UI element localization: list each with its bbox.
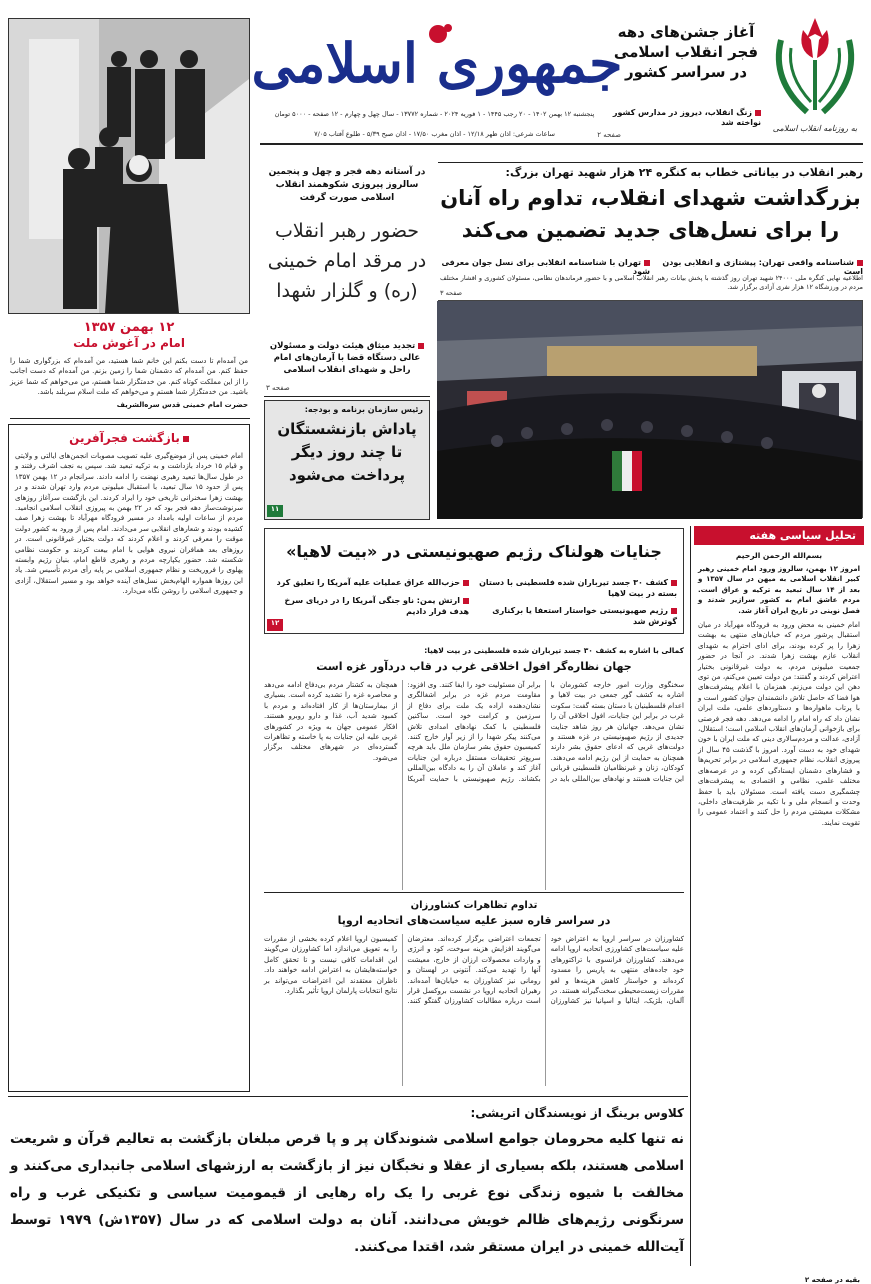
west-body: سخنگوی وزارت امور خارجه کشورمان با اشاره به کشف گور جمعی در بیت لاهیا و اعدام فلسطینیان با دستان بسته گفت: سکوت غرب در برابر این جنایات، افول اخلاقی آن را نشان می‌دهد. جهانیان هر روز شاهد جنایت جدیدی از رژیم صهیونیستی در غزه هستند و دولت‌های غربی که ادعای حقوق بشر دارند همچنان به حمایت از این رژیم ادامه می‌دهند. کودکان، زنان و غیرنظامیان فلسطینی قربانی این جنایات هستند و نهادهای بین‌المللی باید در برابر آن مسئولیت خود را ایفا کنند. وی افزود: مقاومت مردم غزه در برابر اشغالگری نشان‌دهنده اراده یک ملت برای دفاع از سرزمین و کرامت خود است. ساکنین فلسطینی با کمک نهادهای امدادی تلاش می‌کنند پیکر شهدا را از زیر آوار خارج کنند. کمیسیون حقوق بشر سازمان ملل باید هرچه سریع‌تر تحقیقات مستقل درباره این جنایات آغاز کند و عاملان آن را به دادگاه بین‌المللی بکشاند. رژیم صهیونیستی با حمایت آمریکا همچنان به کشتار مردم بی‌دفاع ادامه می‌دهد و محاصره غزه را تشدید کرده است. بسیاری از بیمارستان‌ها از کار افتاده‌اند و مردم با کمبود شدید آب، غذا و دارو روبرو هستند. افکار عمومی جهان به ویژه در کشورهای غربی علیه این جنایات به پا خاسته و تظاهرات گسترده‌ای در شهرهای مختلف برگزار می‌شود. [264,681,684,783]
logo-caption: به روزنامه انقلاب اسلامی [772,124,858,133]
photo-caption-title: ۱۲ بهمن ۱۳۵۷ [83,320,175,335]
bullet-icon [418,343,424,349]
fajr-subline: زنگ انقلاب، دیروز در مدارس کشور نواخته شد [612,108,761,127]
mid-divider [264,396,430,397]
return-section-body: امام خمینی پس از موضع‌گیری علیه تصویب مصوبات انجمن‌های ایالتی و ولایتی و قیام ۱۵ خرداد بازداشت و به ترکیه تبعید شد. سپس به نجف اشرف رفتند و در طول سال‌ها تبعید رهبری نهضت را ادامه دادند. سرانجام در ۱۲ بهمن ۱۳۵۷ پس از حدود ۱۵ سال تبعید، با استقبال میلیونی مردم وارد تهران شدند و در بهشت زهرا سخنرانی تاریخی خود را ایراد کردند. این بازگشت سرآغاز روزهای سرنوشت‌ساز دهه فجر بود که در ۲۲ بهمن به پیروزی انقلاب اسلامی انجامید. مردم از ساعات اولیه بامداد در مسیر فرودگاه مهرآباد تا بهشت زهرا صف کشیده بودند و شعارهای انقلابی سر می‌دادند. امام پس از ورود به کشور دولت موقت را معرفی کردند و اعلام کردند که دولت بختیار غیرقانونی است. در روزهای بعد همافران نیروی هوایی با امام بیعت کردند و حکومت نظامی شکسته شد. حضور یکپارچه مردم و رهبری قاطع امام، بنیان رژیم وابسته پهلوی را فروریخت و نظام جمهوری اسلامی بر پایه رأی مردم تأسیس شد. یاد این روزها همواره الهام‌بخش نسل‌های آینده خواهد بود و مسیر استقلال، آزادی و جمهوری اسلامی را روشن نگاه می‌دارد. [15,452,244,596]
gaza-item-3: رژیم صهیونیستی خواستار استعفا یا برکناری گوترش شد [492,606,677,626]
analysis-title: تحلیل سیاسی هفته [694,526,864,545]
pension-kicker: رئیس سازمان برنامه و بودجه: [304,405,423,414]
bullet-icon [463,598,469,604]
photo-caption-sub: امام در آغوش ملت [73,336,185,350]
west-bottom-rule [264,892,684,893]
dateline: پنجشنبه ۱۲ بهمن ۱۴۰۲ - ۲۰ رجب ۱۴۴۵ - ۱ فوریه ۲۰۲۴ - شماره ۱۳۷۷۲ - سال چهل و چهارم - ۱۲ صفحه - ۵۰۰۰ تومان [274,110,595,118]
pension-page-ref: ۱۱ [267,505,283,517]
analysis-body: امام خمینی به محض ورود به فرودگاه مهرآباد در میان استقبال پرشور مردم که خیابان‌های منتهی به بهشت زهرا را پر کرده بودند، برای ادای احترام به شهدای انقلاب عازم بهشت زهرا شدند. در آنجا در حضور جمعیت میلیونی مردم، به دولت غیرقانونی بختیار اعتراض کردند و گفتند: من دولت تعیین می‌کنم، من توی دهن این دولت می‌زنم. همزمان با اعلام پیشرفت‌های هوا فضا که حاصل تلاش دانشمندان جوان کشور است و با پرتاب ماهواره‌ها و دستاوردهای علمی، ملت ایران نشان داد که راه امام را ادامه می‌دهد. دهه فجر فرصتی برای بازخوانی آرمان‌های انقلاب اسلامی است؛ استقلال، آزادی، عدالت و مردم‌سالاری دینی که ملت ایران با خون شهدای خود به دست آورد. امروز با گذشت ۴۵ سال از پیروزی انقلاب، نظام جمهوری اسلامی در برابر تحریم‌ها و فشارهای دشمنان ایستادگی کرده و در عرصه‌های مختلف علمی، نظامی و اقتصادی به پیشرفت‌های چشمگیری دست یافته است. مسئولان باید با حفظ وحدت و انسجام ملی و با تکیه بر ظرفیت‌های داخلی، مشکلات معیشتی مردم را حل کنند و اعتماد عمومی را تقویت نمایند. [698,621,860,827]
shrine-page-ref: صفحه ۳ [266,384,290,392]
analysis-continued: بقیه در صفحه ۲ [804,1276,860,1284]
lead-sub-2: تهران با شناسنامه انقلابی برای نسل جوان معرفی شود [441,258,650,276]
closing-kicker: کلاوس برینگ از نویسندگان اتریشی: [470,1106,684,1120]
bullet-icon [183,436,189,442]
return-section [8,424,250,1092]
stadium-photo [438,300,863,518]
historic-photo [8,18,250,314]
fajr-page-ref: صفحه ۲ [597,131,621,139]
newspaper-title [251,6,623,102]
analysis-bismillah: بسم‌الله الرحمن الرحیم [735,551,823,560]
gaza-headline: جنایات هولناک رژیم صهیونیستی در «بیت لاهیا» [286,542,662,561]
lead-page-ref: صفحه ۳ [440,289,463,297]
lead-sub-1: شناسنامه واقعی تهران: پیشتازی و انقلابی بودن است [662,258,863,276]
lead-body: اطلاعیه نهایی کنگره ملی ۲۴۰۰۰ شهید تهران روز گذشته با پخش بیانات رهبر انقلاب اسلامی و با حضور فرماندهان نظامی، مسئولان کشوری و اقشار مختلف مردم در ورزشگاه ۱۲ هزار نفری آزادی برگزار شد. [440,274,863,291]
return-section-title: بازگشت فجرآفرین [9,425,249,445]
west-headline: جهان نظاره‌گر افول اخلاقی غرب در قاب دردآور غزه است [316,660,632,673]
lead-top-rule [438,162,863,163]
pension-headline: پاداش بازنشستگان تا چند روز دیگر پرداخت می‌شود [277,420,417,484]
masthead-divider [260,143,863,145]
bullet-icon [857,260,863,266]
shrine-sub: تجدید میثاق هیئت دولت و مسئولان عالی دستگاه قضا با آرمان‌های امام راحل و شهدای انقلاب اسلامی [264,340,430,376]
bullet-icon [644,260,650,266]
imam-quote: من آمده‌ام تا دست بکنم این خانم شما هستید، من آمده‌ام که بزرگواری شما را حفظ کنم. من آمده‌ام که دشمنان شما را زمین بزنم. من آمده‌ام که دست اجانب را از این مملکت کوتاه کنم. من خدمتگزار شما هستم، من می‌خواهم که شما عزیز باشید. من خدمتگزار شما هستم و می‌خواهم که ملت اسلام سربلند باشد. [10,357,248,397]
newspaper-logo [767,10,863,140]
shrine-headline: حضور رهبر انقلاب در مرقد امام خمینی (ره) و گلزار شهدا [267,220,427,302]
imam-quote-source: حضرت امام خمینی قدس سره‌الشریف [116,401,248,409]
gaza-page-ref: ۱۲ [267,619,283,631]
farmers-kicker: تداوم تظاهرات کشاورزان [410,900,538,911]
closing-top-rule [8,1096,688,1097]
analysis-column [694,526,864,1284]
newspaper-title-text: جمهوری اسلامی [251,31,623,95]
shrine-kicker: در آستانه دهه فجر و چهل و پنجمین سالروز پیروزی شکوهمند انقلاب اسلامی صورت گرفت [268,167,426,203]
prayer-times: ساعات شرعی: اذان ظهر ۱۲/۱۸ - اذان مغرب ۱۷/۵۰ - اذان صبح ۵/۳۹ - طلوع آفتاب ۷/۰۵ [314,130,555,138]
bullet-icon [463,580,469,586]
pension-box [264,400,430,520]
farmers-headline: در سراسر قاره سبز علیه سیاست‌های اتحادیه اروپا [337,914,611,927]
closing-quote: نه تنها کلیه محرومان جوامع اسلامی شنوندگان پر و پا قرص مبلغان بازگشت به تعالیم قرآن و شریعت اسلامی هستند، بلکه بسیاری از عقلا و نخبگان نیز از بازگشت به ارزشهای اسلامی جانبداری می‌کنند و مخالفت با شیوه زندگی نوع غربی را یک راه رهایی از قیمومیت سیاسی و تکنیکی غرب و راه سرنگونی رژیم‌های ظالم خویش می‌دانند. آنان به دولت اسلامی که در سال (۱۳۵۷ش) ۱۹۷۹ توسط آیت‌الله خمینی در ایران مستقر شد، اقتدا می‌کنند. [10,1131,684,1255]
gaza-box [264,528,684,634]
bullet-icon [671,580,677,586]
west-kicker: کمالی با اشاره به کشف ۳۰ جسد تیرباران شده فلسطینی در بیت لاهیا: [424,646,684,655]
tulip-logo-icon [767,10,863,120]
analysis-lead: امروز ۱۲ بهمن، سالروز ورود امام خمینی رهبر کبیر انقلاب اسلامی به میهن در سال ۱۳۵۷ و بعد از ۱۴ سال تبعید به ترکیه و عراق است. مردم عاشق امام به کشور سرازیر شدند و فصل نوینی در تاریخ ایران آغاز شد. [698,565,860,615]
farmers-body: کشاورزان در سراسر اروپا به اعتراض خود علیه سیاست‌های کشاورزی اتحادیه اروپا ادامه می‌دهند. کشاورزان فرانسوی با تراکتورهای خود جاده‌های منتهی به پاریس را مسدود کرده‌اند و خواستار کاهش هزینه‌ها و لغو مقررات زیست‌محیطی سخت‌گیرانه هستند. در آلمان، بلژیک، ایتالیا و اسپانیا نیز کشاورزان تجمعات اعتراضی برگزار کرده‌اند. معترضان می‌گویند افزایش هزینه سوخت، کود و انرژی و واردات محصولات ارزان از خارج، معیشت آنها را تهدید می‌کند. آنتونی در لهستان و رومانی نیز کشاورزان به خیابان‌ها آمده‌اند. رهبران اتحادیه اروپا در نشست بروکسل قرار است درباره مطالبات کشاورزان گفتگو کنند. کمیسیون اروپا اعلام کرده بخشی از مقررات را به تعویق می‌اندازد اما کشاورزان می‌گویند این اقدامات کافی نیست و تا تحقق کامل خواسته‌هایشان به اعتراض ادامه خواهند داد. ناظران معتقدند این اعتراضات می‌تواند بر نتایج انتخابات پارلمان اروپا تأثیر بگذارد. [264,935,684,1006]
left-divider [10,418,250,419]
lead-kicker: رهبر انقلاب در بیاناتی خطاب به کنگره ۲۴ هزار شهید تهران بزرگ: [505,166,863,179]
gaza-item-4: ارتش یمن: ناو جنگی آمریکا را در دریای سرخ هدف قرار دادیم [284,596,469,616]
lead-headline: بزرگداشت شهدای انقلاب، تداوم راه آنان را برای نسل‌های جدید تضمین می‌کند [440,186,861,242]
fajr-headline: آغاز جشن‌های دهه فجر انقلاب اسلامی در سراسر کشور [613,23,759,81]
analysis-side-rule [690,526,691,1266]
bullet-icon [671,608,677,614]
gaza-item-1: کشف ۳۰ جسد تیرباران شده فلسطینی با دستان بسته در بیت لاهیا [479,578,677,598]
bullet-icon [755,110,761,116]
gaza-item-2: حزب‌الله عراق عملیات علیه آمریکا را تعلیق کرد [273,577,469,588]
